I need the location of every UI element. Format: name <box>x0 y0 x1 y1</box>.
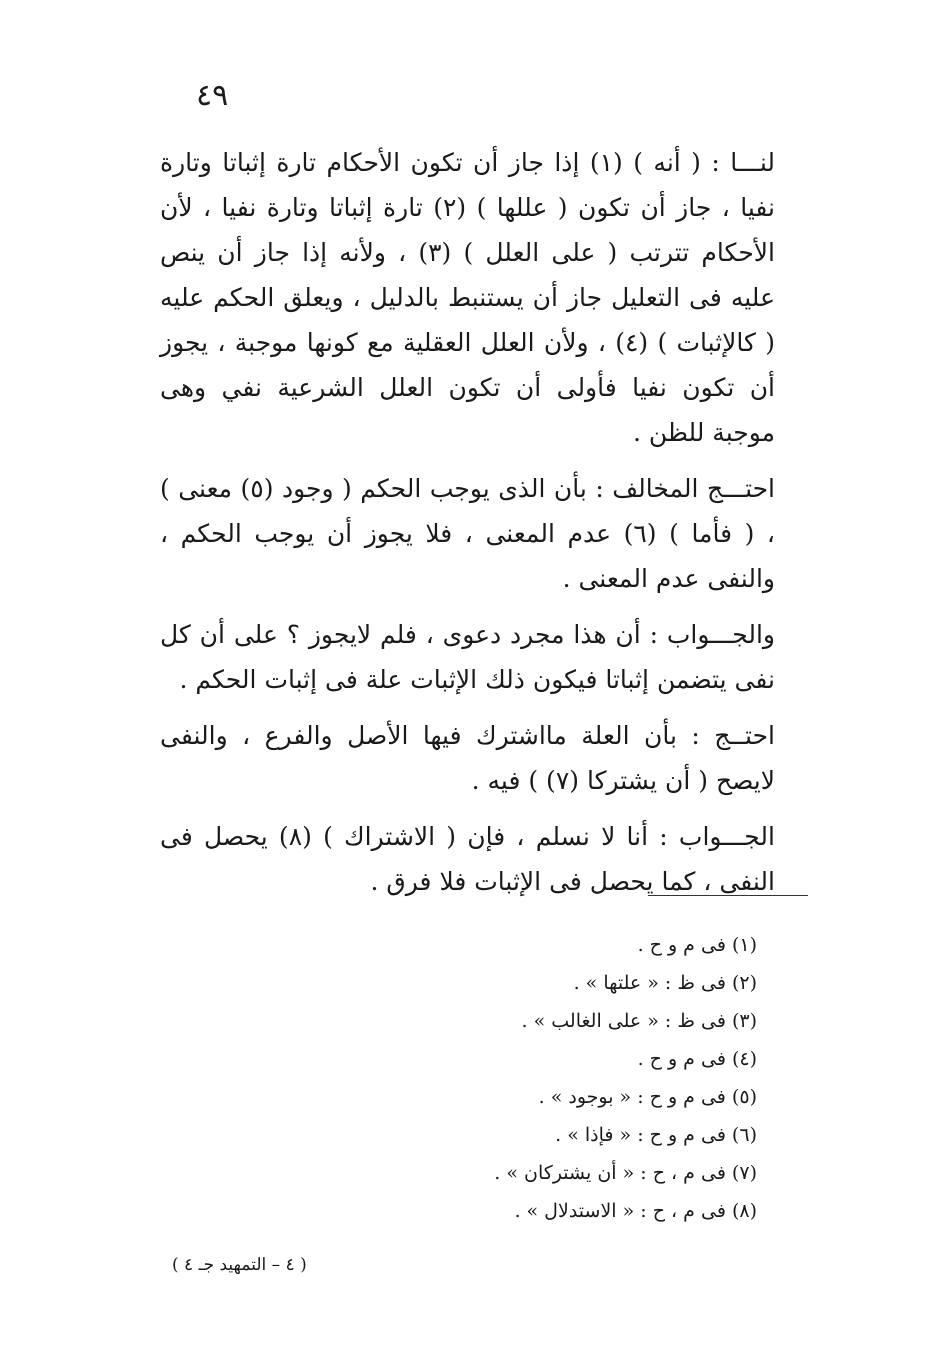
footnotes <box>337 926 757 1230</box>
footnote-3: (٣) فى ظ : « على الغالب » . <box>521 1010 757 1032</box>
body-text <box>160 140 775 915</box>
page-number: ٤٩ <box>196 78 229 113</box>
signature-mark: ( ٤ – التمهيد جـ ٤ ) <box>172 1255 307 1275</box>
footnote-separator <box>648 895 808 896</box>
footnote-1: (١) فى م و ح . <box>637 934 757 956</box>
footnote-4: (٤) فى م و ح . <box>637 1048 757 1070</box>
paragraph-3: والجـــواب : أن هذا مجرد دعوى ، فلم لايجوز ؟ على أن كل نفى يتضمن إثباتا فيكون ذلك الإثبات علة فى إثبات الحكم . <box>160 620 775 694</box>
footnote-8: (٨) فى م ، ح : « الاستدلال » . <box>514 1200 757 1222</box>
footnote-5: (٥) فى م و ح : « بوجود » . <box>538 1086 757 1108</box>
paragraph-2: احتـــج المخالف : بأن الذى يوجب الحكم ( وجود (٥) معنى ) ، ( فأما ) (٦) عدم المعنى ، فلا يجوز أن يوجب الحكم ، والنفى عدم المعنى . <box>160 474 776 593</box>
paragraph-1: لنـــا : ( أنه ) (١) إذا جاز أن تكون الأحكام تارة إثباتا وتارة نفيا ، جاز أن تكون ( عللها ) (٢) تارة إثباتا وتارة نفيا ، لأن الأحكام تترتب ( على العلل ) (٣) ، ولأنه إذا جاز أن ينص عليه فى التعليل جاز أن يستنبط بالدليل ، ويعلق الحكم عليه ( كالإثبات ) (٤) ، ولأن العلل العقلية مع كونها موجبة ، يجوز أن تكون نفيا فأولى أن تكون العلل الشرعية نفي وهى موجبة للظن . <box>160 148 775 447</box>
footnote-7: (٧) فى م ، ح : « أن يشتركان » . <box>494 1162 757 1184</box>
footnote-2: (٢) فى ظ : « علتها » . <box>573 972 757 994</box>
paragraph-5: الجـــواب : أنا لا نسلم ، فإن ( الاشتراك ) (٨) يحصل فى النفى ، كما يحصل فى الإثبات فلا فرق . <box>160 822 775 896</box>
paragraph-4: احتــج : بأن العلة مااشترك فيها الأصل والفرع ، والنفى لايصح ( أن يشتركا (٧) ) فيه . <box>160 721 775 795</box>
footnote-6: (٦) فى م و ح : « فإذا » . <box>555 1124 757 1146</box>
